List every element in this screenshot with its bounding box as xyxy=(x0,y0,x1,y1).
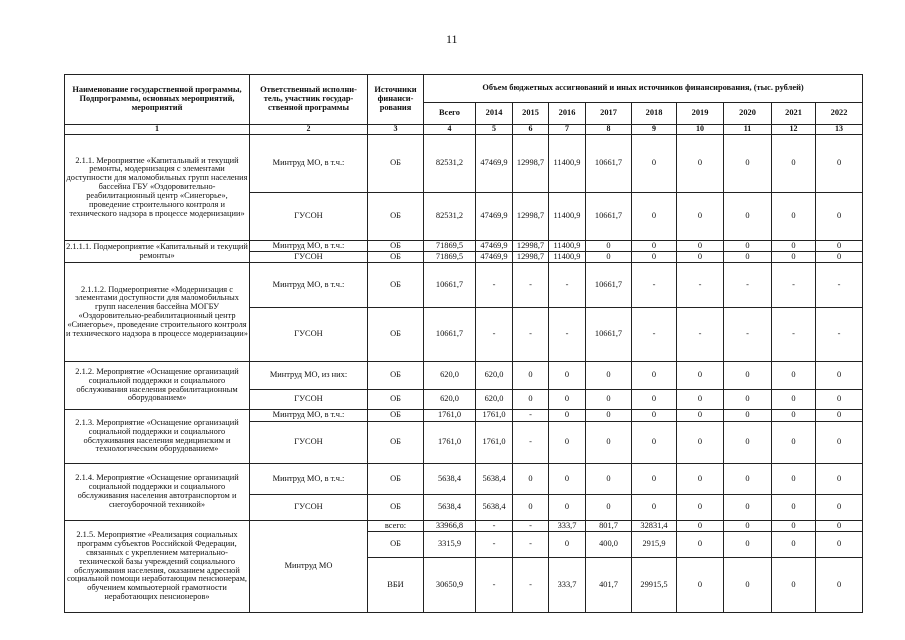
year-value-cell: - xyxy=(724,308,772,362)
year-value-cell: 0 xyxy=(586,495,632,521)
year-value-cell: 0 xyxy=(724,422,772,464)
year-value-cell: 801,7 xyxy=(586,521,632,532)
year-value-cell: - xyxy=(816,263,863,308)
year-value-cell: - xyxy=(513,410,549,422)
total-cell: 71869,5 xyxy=(424,241,476,252)
year-value-cell: 0 xyxy=(586,390,632,410)
year-value-cell: 12998,7 xyxy=(513,135,549,193)
year-value-cell: 0 xyxy=(677,521,724,532)
source-cell: ОБ xyxy=(368,308,424,362)
year-value-cell: 0 xyxy=(724,410,772,422)
responsible-cell: ГУСОН xyxy=(250,495,368,521)
header-responsible: Ответственный исполни-тель, участник государ-ственной программы xyxy=(250,75,368,125)
year-value-cell: 0 xyxy=(677,135,724,193)
year-value-cell: 0 xyxy=(772,362,816,390)
year-value-cell: 0 xyxy=(816,193,863,241)
year-value-cell: 0 xyxy=(816,241,863,252)
year-value-cell: 0 xyxy=(816,532,863,558)
item-name: 2.1.2. Мероприятие «Оснащение организаций социальной поддержки и социального обслуживания населения реабилитационным оборудованием» xyxy=(65,362,250,410)
year-value-cell: 0 xyxy=(772,464,816,495)
source-cell: ВБИ xyxy=(368,558,424,613)
total-cell: 82531,2 xyxy=(424,135,476,193)
total-cell: 1761,0 xyxy=(424,410,476,422)
source-cell: ОБ xyxy=(368,532,424,558)
year-value-cell: 0 xyxy=(772,532,816,558)
year-value-cell: 0 xyxy=(586,422,632,464)
year-value-cell: 0 xyxy=(632,410,677,422)
header-volume: Объем бюджетных ассигнований и иных источников финансирования, (тыс. рублей) xyxy=(424,75,863,103)
year-value-cell: - xyxy=(476,521,513,532)
responsible-cell: Минтруд МО xyxy=(250,521,368,613)
year-value-cell: 10661,7 xyxy=(586,193,632,241)
item-name: 2.1.4. Мероприятие «Оснащение организаций социальной поддержки и социального обслуживания населения автотранспортом и снегоуборочной техникой» xyxy=(65,464,250,521)
year-value-cell: - xyxy=(476,558,513,613)
responsible-cell: Минтруд МО, в т.ч.: xyxy=(250,410,368,422)
col-number: 10 xyxy=(677,125,724,135)
col-number: 12 xyxy=(772,125,816,135)
source-cell: всего: xyxy=(368,521,424,532)
year-value-cell: 0 xyxy=(772,135,816,193)
year-value-cell: 0 xyxy=(632,252,677,263)
year-value-cell: - xyxy=(549,263,586,308)
total-cell: 1761,0 xyxy=(424,422,476,464)
col-number: 13 xyxy=(816,125,863,135)
financing-table xyxy=(64,74,863,613)
year-value-cell: 0 xyxy=(724,362,772,390)
year-value-cell: 0 xyxy=(632,193,677,241)
year-value-cell: 0 xyxy=(724,532,772,558)
year-value-cell: 47469,9 xyxy=(476,135,513,193)
year-value-cell: 0 xyxy=(816,495,863,521)
source-cell: ОБ xyxy=(368,410,424,422)
year-value-cell: 11400,9 xyxy=(549,252,586,263)
year-value-cell: - xyxy=(513,308,549,362)
table-row xyxy=(65,362,863,390)
total-cell: 5638,4 xyxy=(424,464,476,495)
year-value-cell: - xyxy=(677,308,724,362)
year-value-cell: 0 xyxy=(816,390,863,410)
year-value-cell: - xyxy=(632,308,677,362)
year-value-cell: 0 xyxy=(677,532,724,558)
year-value-cell: 0 xyxy=(724,390,772,410)
column-number-row xyxy=(65,125,863,135)
year-value-cell: 0 xyxy=(549,464,586,495)
year-value-cell: 0 xyxy=(772,558,816,613)
year-value-cell: 0 xyxy=(724,521,772,532)
year-value-cell: 29915,5 xyxy=(632,558,677,613)
col-number: 8 xyxy=(586,125,632,135)
year-value-cell: 0 xyxy=(772,193,816,241)
year-value-cell: 0 xyxy=(772,495,816,521)
year-value-cell: - xyxy=(632,263,677,308)
year-value-cell: 0 xyxy=(816,135,863,193)
year-value-cell: 0 xyxy=(677,464,724,495)
year-value-cell: 0 xyxy=(677,362,724,390)
year-value-cell: 0 xyxy=(586,252,632,263)
header-year: 2022 xyxy=(816,103,863,125)
table-row xyxy=(65,135,863,193)
year-value-cell: 47469,9 xyxy=(476,193,513,241)
col-number: 5 xyxy=(476,125,513,135)
year-value-cell: 0 xyxy=(724,193,772,241)
header-total: Всего xyxy=(424,103,476,125)
year-value-cell: 0 xyxy=(772,390,816,410)
responsible-cell: ГУСОН xyxy=(250,390,368,410)
table-body xyxy=(65,135,863,613)
total-cell: 10661,7 xyxy=(424,263,476,308)
item-name: 2.1.1.1. Подмероприятие «Капитальный и текущий ремонты» xyxy=(65,241,250,263)
year-value-cell: 0 xyxy=(724,495,772,521)
source-cell: ОБ xyxy=(368,241,424,252)
table-row xyxy=(65,263,863,308)
item-name: 2.1.1.2. Подмероприятие «Модернизация с элементами доступности для маломобильных групп населения бассейна МОГБУ «Оздоровительно-реабилитационный центр «Синегорье», проведение строительного контроля и технического надзора в процессе модернизации» xyxy=(65,263,250,362)
year-value-cell: 11400,9 xyxy=(549,135,586,193)
year-value-cell: 0 xyxy=(816,464,863,495)
year-value-cell: - xyxy=(476,532,513,558)
year-value-cell: 0 xyxy=(586,241,632,252)
year-value-cell: - xyxy=(677,263,724,308)
year-value-cell: - xyxy=(513,558,549,613)
year-value-cell: 0 xyxy=(816,422,863,464)
responsible-cell: ГУСОН xyxy=(250,308,368,362)
year-value-cell: 0 xyxy=(632,464,677,495)
table-row xyxy=(65,521,863,532)
year-value-cell: 0 xyxy=(632,390,677,410)
header-name: Наименование государственной программы, Подпрограммы, основных мероприятий, мероприятий xyxy=(65,75,250,125)
table-row xyxy=(65,241,863,252)
year-value-cell: 10661,7 xyxy=(586,308,632,362)
year-value-cell: 0 xyxy=(677,193,724,241)
year-value-cell: 0 xyxy=(586,362,632,390)
year-value-cell: - xyxy=(724,263,772,308)
header-year: 2021 xyxy=(772,103,816,125)
year-value-cell: 0 xyxy=(772,422,816,464)
year-value-cell: 1761,0 xyxy=(476,410,513,422)
year-value-cell: 0 xyxy=(513,495,549,521)
total-cell: 30650,9 xyxy=(424,558,476,613)
year-value-cell: 11400,9 xyxy=(549,193,586,241)
year-value-cell: 0 xyxy=(632,422,677,464)
col-number: 7 xyxy=(549,125,586,135)
year-value-cell: 0 xyxy=(677,410,724,422)
year-value-cell: 12998,7 xyxy=(513,193,549,241)
year-value-cell: 0 xyxy=(772,241,816,252)
responsible-cell: ГУСОН xyxy=(250,252,368,263)
year-value-cell: 0 xyxy=(772,252,816,263)
col-number: 3 xyxy=(368,125,424,135)
col-number: 4 xyxy=(424,125,476,135)
year-value-cell: 32831,4 xyxy=(632,521,677,532)
year-value-cell: 333,7 xyxy=(549,521,586,532)
year-value-cell: 0 xyxy=(724,241,772,252)
year-value-cell: 0 xyxy=(677,422,724,464)
table-row xyxy=(65,464,863,495)
year-value-cell: 0 xyxy=(513,362,549,390)
source-cell: ОБ xyxy=(368,252,424,263)
source-cell: ОБ xyxy=(368,263,424,308)
year-value-cell: 5638,4 xyxy=(476,495,513,521)
header-year: 2016 xyxy=(549,103,586,125)
total-cell: 82531,2 xyxy=(424,193,476,241)
year-value-cell: 0 xyxy=(586,410,632,422)
total-cell: 71869,5 xyxy=(424,252,476,263)
total-cell: 33966,8 xyxy=(424,521,476,532)
year-value-cell: - xyxy=(772,263,816,308)
source-cell: ОБ xyxy=(368,464,424,495)
table-row xyxy=(65,410,863,422)
year-value-cell: 0 xyxy=(677,241,724,252)
responsible-cell: Минтруд МО, из них: xyxy=(250,362,368,390)
year-value-cell: 0 xyxy=(724,464,772,495)
year-value-cell: 620,0 xyxy=(476,362,513,390)
year-value-cell: 5638,4 xyxy=(476,464,513,495)
total-cell: 3315,9 xyxy=(424,532,476,558)
year-value-cell: 0 xyxy=(816,521,863,532)
header-year: 2020 xyxy=(724,103,772,125)
source-cell: ОБ xyxy=(368,193,424,241)
total-cell: 5638,4 xyxy=(424,495,476,521)
year-value-cell: 333,7 xyxy=(549,558,586,613)
source-cell: ОБ xyxy=(368,422,424,464)
year-value-cell: 1761,0 xyxy=(476,422,513,464)
year-value-cell: 0 xyxy=(549,410,586,422)
col-number: 9 xyxy=(632,125,677,135)
year-value-cell: - xyxy=(513,263,549,308)
year-value-cell: 0 xyxy=(632,135,677,193)
source-cell: ОБ xyxy=(368,135,424,193)
year-value-cell: 0 xyxy=(677,558,724,613)
year-value-cell: 0 xyxy=(816,362,863,390)
year-value-cell: 0 xyxy=(677,495,724,521)
total-cell: 10661,7 xyxy=(424,308,476,362)
year-value-cell: 0 xyxy=(772,410,816,422)
year-value-cell: 0 xyxy=(816,410,863,422)
responsible-cell: Минтруд МО, в т.ч.: xyxy=(250,135,368,193)
header-year: 2014 xyxy=(476,103,513,125)
year-value-cell: 0 xyxy=(586,464,632,495)
year-value-cell: 0 xyxy=(549,495,586,521)
year-value-cell: 0 xyxy=(677,390,724,410)
col-number: 11 xyxy=(724,125,772,135)
year-value-cell: 0 xyxy=(513,390,549,410)
year-value-cell: 0 xyxy=(816,252,863,263)
year-value-cell: 0 xyxy=(549,390,586,410)
year-value-cell: 0 xyxy=(772,521,816,532)
header-year: 2018 xyxy=(632,103,677,125)
header-year: 2015 xyxy=(513,103,549,125)
year-value-cell: 0 xyxy=(724,252,772,263)
item-name: 2.1.5. Мероприятие «Реализация социальных программ субъектов Российской Федерации, связанных с укреплением материально-технической базы учреждений социального обслуживания населения, оказанием адресной социальной помощи неработающим пенсионерам, обучением компьютерной грамотности неработающих пенсионеров» xyxy=(65,521,250,613)
year-value-cell: 47469,9 xyxy=(476,252,513,263)
total-cell: 620,0 xyxy=(424,362,476,390)
year-value-cell: 12998,7 xyxy=(513,252,549,263)
responsible-cell: ГУСОН xyxy=(250,422,368,464)
year-value-cell: - xyxy=(772,308,816,362)
year-value-cell: 401,7 xyxy=(586,558,632,613)
year-value-cell: - xyxy=(476,308,513,362)
year-value-cell: - xyxy=(549,308,586,362)
header-year: 2017 xyxy=(586,103,632,125)
year-value-cell: 620,0 xyxy=(476,390,513,410)
year-value-cell: 0 xyxy=(632,495,677,521)
year-value-cell: 10661,7 xyxy=(586,263,632,308)
year-value-cell: 0 xyxy=(549,532,586,558)
total-cell: 620,0 xyxy=(424,390,476,410)
page-number: 11 xyxy=(446,32,458,46)
header-year: 2019 xyxy=(677,103,724,125)
responsible-cell: Минтруд МО, в т.ч.: xyxy=(250,464,368,495)
year-value-cell: 47469,9 xyxy=(476,241,513,252)
year-value-cell: 0 xyxy=(513,464,549,495)
year-value-cell: 10661,7 xyxy=(586,135,632,193)
col-number: 6 xyxy=(513,125,549,135)
year-value-cell: - xyxy=(513,532,549,558)
responsible-cell: ГУСОН xyxy=(250,193,368,241)
responsible-cell: Минтруд МО, в т.ч.: xyxy=(250,263,368,308)
year-value-cell: 0 xyxy=(677,252,724,263)
item-name: 2.1.1. Мероприятие «Капитальный и текущий ремонты, модернизация с элементами доступности для маломобильных групп населения бассейна ГБУ «Оздоровительно-реабилитационный центр «Синегорье», проведение строительного контроля и технического надзора в процессе модернизации» xyxy=(65,135,250,241)
year-value-cell: 400,0 xyxy=(586,532,632,558)
item-name: 2.1.3. Мероприятие «Оснащение организаций социальной поддержки и социального обслуживания населения медицинским и технологическим оборудованием» xyxy=(65,410,250,464)
year-value-cell: 0 xyxy=(549,422,586,464)
year-value-cell: - xyxy=(513,521,549,532)
year-value-cell: 0 xyxy=(724,558,772,613)
year-value-cell: 2915,9 xyxy=(632,532,677,558)
col-number: 1 xyxy=(65,125,250,135)
year-value-cell: 12998,7 xyxy=(513,241,549,252)
year-value-cell: - xyxy=(476,263,513,308)
year-value-cell: 0 xyxy=(816,558,863,613)
responsible-cell: Минтруд МО, в т.ч.: xyxy=(250,241,368,252)
year-value-cell: 0 xyxy=(632,241,677,252)
source-cell: ОБ xyxy=(368,390,424,410)
col-number: 2 xyxy=(250,125,368,135)
year-value-cell: 0 xyxy=(724,135,772,193)
source-cell: ОБ xyxy=(368,362,424,390)
source-cell: ОБ xyxy=(368,495,424,521)
year-value-cell: 0 xyxy=(632,362,677,390)
year-value-cell: 0 xyxy=(549,362,586,390)
header-source: Источники финанси-рования xyxy=(368,75,424,125)
year-value-cell: 11400,9 xyxy=(549,241,586,252)
year-value-cell: - xyxy=(513,422,549,464)
year-value-cell: - xyxy=(816,308,863,362)
